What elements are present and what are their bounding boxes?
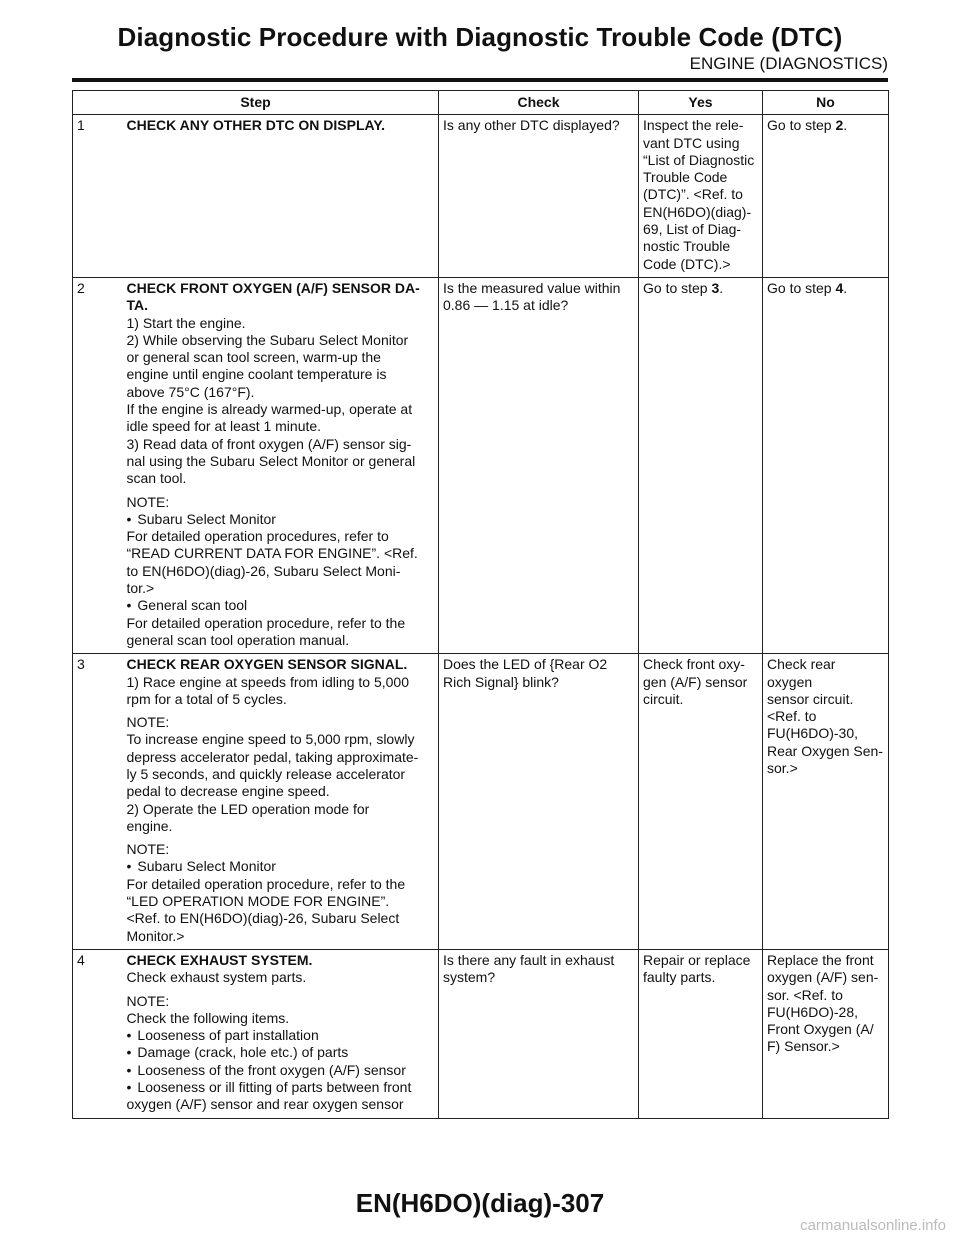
- cell-line: (DTC)”. <Ref. to: [643, 186, 743, 203]
- table-row: [73, 949, 889, 1118]
- cell-line: nostic Trouble: [643, 238, 731, 255]
- note-label: NOTE:: [126, 493, 170, 510]
- step-cell: [127, 115, 439, 278]
- cell-line: Check front oxy-: [643, 656, 745, 673]
- goto-step-number: 3: [711, 279, 720, 296]
- cell-line: sor. <Ref. to: [767, 986, 843, 1003]
- cell-line: Inspect the rele-: [643, 117, 744, 134]
- cell-line: F) Sensor.>: [767, 1038, 840, 1055]
- step-line: For detailed operation procedure, refer to the: [126, 875, 406, 892]
- column-header-no: No: [763, 91, 889, 115]
- note-label: NOTE:: [126, 992, 170, 1009]
- step-heading: CHECK REAR OXYGEN SENSOR SIGNAL.: [126, 656, 408, 673]
- goto-step-number: 2: [835, 117, 844, 134]
- no-cell: [763, 949, 889, 1118]
- page-title: Diagnostic Procedure with Diagnostic Trouble Code (DTC): [117, 22, 843, 52]
- table-row: [73, 654, 889, 950]
- goto-text: Go to step: [643, 279, 712, 296]
- step-line: 2) Operate the LED operation mode for: [126, 800, 370, 817]
- cell-line: <Ref. to: [767, 708, 817, 725]
- column-header-check: Check: [439, 91, 639, 115]
- cell-line: Front Oxygen (A/: [767, 1021, 874, 1038]
- note-label: NOTE:: [126, 841, 170, 858]
- cell-line: 69, List of Diag-: [643, 221, 742, 238]
- page-number: EN(H6DO)(diag)-307: [355, 1188, 605, 1218]
- step-line: scan tool.: [126, 470, 187, 487]
- cell-line: Replace the front: [767, 951, 874, 968]
- bullet-item: • General scan tool: [127, 597, 435, 614]
- step-heading: CHECK ANY OTHER DTC ON DISPLAY.: [126, 117, 386, 134]
- yes-cell: [639, 949, 763, 1118]
- step-line: 1) Race engine at speeds from idling to 5,000: [126, 673, 410, 690]
- bullet-item: • Subaru Select Monitor: [127, 858, 435, 875]
- step-line: oxygen (A/F) sensor and rear oxygen sensor: [126, 1096, 404, 1113]
- step-cell: [127, 277, 439, 653]
- step-number: 4: [73, 949, 127, 1118]
- cell-line: circuit.: [643, 690, 684, 707]
- step-line: 2) While observing the Subaru Select Monitor: [126, 331, 409, 348]
- cell-line: gen (A/F) sensor: [643, 673, 748, 690]
- no-cell: [763, 115, 889, 278]
- step-heading: CHECK FRONT OXYGEN (A/F) SENSOR DA-: [126, 279, 420, 296]
- cell-line: EN(H6DO)(diag)-: [643, 203, 752, 220]
- bullet-item: • Damage (crack, hole etc.) of parts: [127, 1044, 435, 1061]
- step-cell: [127, 654, 439, 950]
- goto-text: Go to step: [767, 279, 836, 296]
- watermark: carmanualsonline.info: [800, 1217, 946, 1234]
- bullet-item: • Looseness of the front oxygen (A/F) sensor: [127, 1062, 435, 1079]
- step-line: above 75°C (167°F).: [126, 383, 255, 400]
- step-line: idle speed for at least 1 minute.: [126, 418, 322, 435]
- step-line: For detailed operation procedures, refer to: [126, 528, 389, 545]
- cell-line: “List of Diagnostic: [643, 151, 755, 168]
- step-line: “LED OPERATION MODE FOR ENGINE”.: [126, 893, 390, 910]
- step-line: Monitor.>: [126, 927, 185, 944]
- no-cell: [763, 654, 889, 950]
- no-cell: [763, 277, 889, 653]
- goto-suffix: .: [719, 279, 724, 296]
- cell-line: faulty parts.: [643, 969, 716, 986]
- step-line: tor.>: [126, 580, 155, 597]
- step-line: To increase engine speed to 5,000 rpm, slowly: [126, 731, 415, 748]
- step-line: Check the following items.: [126, 1009, 290, 1026]
- bullet-item: • Subaru Select Monitor: [127, 511, 435, 528]
- step-line: engine until engine coolant temperature is: [126, 366, 387, 383]
- check-cell: Does the LED of {Rear O2 Rich Signal} blink?: [439, 654, 639, 950]
- step-line: For detailed operation procedure, refer to the: [126, 614, 406, 631]
- cell-line: Rear Oxygen Sen-: [767, 742, 883, 759]
- step-line: If the engine is already warmed-up, operate at: [126, 401, 413, 418]
- header-rule: [72, 78, 888, 82]
- cell-line: oxygen (A/F) sen-: [767, 969, 879, 986]
- yes-cell: [639, 654, 763, 950]
- check-cell: Is any other DTC displayed?: [439, 115, 639, 278]
- step-line: “READ CURRENT DATA FOR ENGINE”. <Ref.: [126, 545, 418, 562]
- step-number: 2: [73, 277, 127, 653]
- cell-line: sor.>: [767, 759, 798, 776]
- column-header-yes: Yes: [639, 91, 763, 115]
- cell-line: sensor circuit.: [767, 690, 854, 707]
- step-heading: CHECK EXHAUST SYSTEM.: [126, 951, 313, 968]
- cell-line: FU(H6DO)-30,: [767, 725, 859, 742]
- goto-text: Go to step: [767, 117, 836, 134]
- cell-line: Code (DTC).>: [643, 255, 731, 272]
- step-line: or general scan tool screen, warm-up the: [126, 349, 381, 366]
- table-row: [73, 115, 889, 278]
- cell-line: FU(H6DO)-28,: [767, 1003, 859, 1020]
- step-line: depress accelerator pedal, taking approximate-: [126, 748, 419, 765]
- table-header-row: [73, 91, 889, 115]
- bullet-item: • Looseness of part installation: [127, 1027, 435, 1044]
- cell-line: Repair or replace: [643, 951, 751, 968]
- step-line: engine.: [126, 817, 173, 834]
- cell-line: Trouble Code: [643, 169, 728, 186]
- goto-suffix: .: [843, 117, 848, 134]
- step-heading: TA.: [126, 297, 149, 314]
- cell-line: vant DTC using: [643, 134, 740, 151]
- step-line: nal using the Subaru Select Monitor or general: [126, 452, 416, 469]
- step-line: Check exhaust system parts.: [126, 969, 307, 986]
- step-number: 1: [73, 115, 127, 278]
- goto-step-number: 4: [835, 279, 844, 296]
- cell-line: Check rear oxygen: [767, 656, 836, 690]
- step-line: rpm for a total of 5 cycles.: [126, 690, 287, 707]
- step-line: 3) Read data of front oxygen (A/F) sensor sig-: [126, 435, 412, 452]
- note-label: NOTE:: [126, 714, 170, 731]
- bullet-item: • Looseness or ill fitting of parts between front: [127, 1079, 435, 1096]
- step-number: 3: [73, 654, 127, 950]
- step-line: ly 5 seconds, and quickly release accelerator: [126, 765, 406, 782]
- step-line: general scan tool operation manual.: [126, 631, 350, 648]
- section-label: ENGINE (DIAGNOSTICS): [689, 54, 888, 73]
- step-line: 1) Start the engine.: [126, 314, 246, 331]
- step-line: pedal to decrease engine speed.: [126, 783, 330, 800]
- check-cell: Is there any fault in exhaust system?: [439, 949, 639, 1118]
- step-line: to EN(H6DO)(diag)-26, Subaru Select Moni-: [126, 562, 401, 579]
- yes-cell: [639, 277, 763, 653]
- yes-cell: [639, 115, 763, 278]
- goto-suffix: .: [843, 279, 848, 296]
- table-row: [73, 277, 889, 653]
- check-cell: Is the measured value within 0.86 — 1.15 at idle?: [439, 277, 639, 653]
- step-line: <Ref. to EN(H6DO)(diag)-26, Subaru Select: [126, 910, 400, 927]
- step-cell: [127, 949, 439, 1118]
- column-header-step: Step: [73, 91, 439, 115]
- diagnostic-table: [72, 90, 889, 1119]
